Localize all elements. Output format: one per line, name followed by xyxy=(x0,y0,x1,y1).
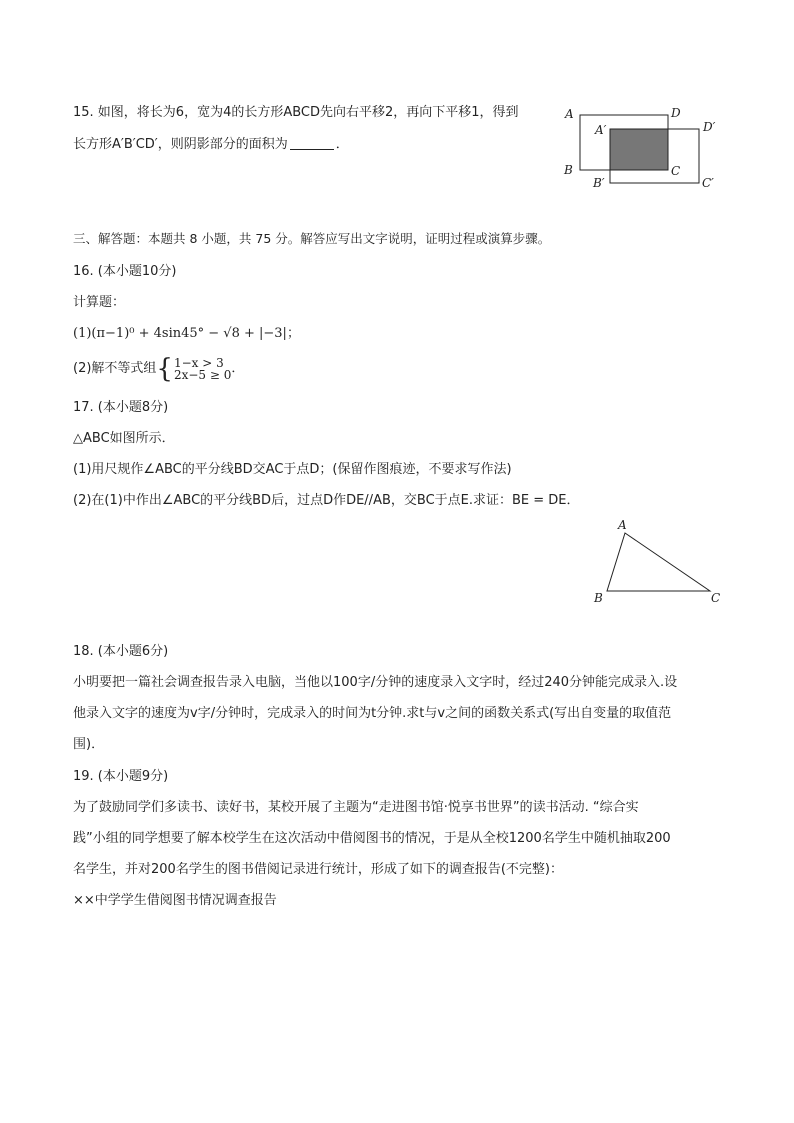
q17-triangle-figure xyxy=(590,516,726,608)
q15-line2 xyxy=(73,135,349,155)
q17-part2: (2)在(1)中作出∠ABC的平分线BD后，过点D作DE//AB，交BC于点E.求证：BE = DE． xyxy=(73,493,580,508)
answer-blank xyxy=(290,135,334,150)
q17-title: 17. (本小题8分) xyxy=(73,400,169,415)
label-C: C xyxy=(711,591,721,605)
inequality-system xyxy=(174,357,231,381)
label-A-prime: A′ xyxy=(595,123,607,137)
q16-intro: 计算题： xyxy=(73,295,126,310)
label-A: A xyxy=(618,518,627,532)
q16-title: 16. (本小题10分) xyxy=(73,264,177,279)
q16-part2-prefix: (2)解不等式组 xyxy=(73,361,157,376)
label-B-prime: B′ xyxy=(593,176,605,190)
q15-rectangle-figure xyxy=(560,104,730,196)
label-A: A xyxy=(565,107,574,121)
q15-line1: 15. 如图，将长为6，宽为4的长方形ABCD先向右平移2，再向下平移1，得到 xyxy=(73,105,519,120)
q17-part1: (1)用尺规作∠ABC的平分线BD交AC于点D；(保留作图痕迹，不要求写作法) xyxy=(73,462,512,477)
label-D: D xyxy=(671,106,681,120)
q19-title: 19. (本小题9分) xyxy=(73,769,169,784)
section-3-heading: 三、解答题：本题共 8 小题，共 75 分。解答应写出文字说明，证明过程或演算步骤。 xyxy=(73,231,551,246)
inequality-row-1: 1−x > 3 xyxy=(173,355,224,370)
q19-line2: 践”小组的同学想要了解本校学生在这次活动中借阅图书的情况，于是从全校1200名学生中随机抽取200 xyxy=(73,831,671,846)
q16-part2-suffix: ． xyxy=(231,361,245,376)
label-D-prime: D′ xyxy=(703,120,716,134)
q17-intro: △ABC如图所示． xyxy=(73,431,175,446)
q15-end: ． xyxy=(335,137,349,152)
inequality-row-2: 2x−5 ≥ 0 xyxy=(173,367,232,382)
label-C: C xyxy=(671,164,681,178)
shaded-overlap xyxy=(610,129,668,170)
q15-line2-text: 长方形A′B′CD′，则阴影部分的面积为 xyxy=(73,137,288,152)
q19-line3: 名学生，并对200名学生的图书借阅记录进行统计，形成了如下的调查报告(不完整)： xyxy=(73,862,563,877)
label-B: B xyxy=(564,163,573,177)
q18-line1: 小明要把一篇社会调查报告录入电脑，当他以100字/分钟的速度录入文字时，经过240分钟能完成录入.设 xyxy=(73,675,678,690)
q18-line3: 围)． xyxy=(73,737,105,752)
triangle-ABC xyxy=(607,533,710,591)
q19-report-title: ××中学学生借阅图书情况调查报告 xyxy=(73,893,277,908)
label-B: B xyxy=(594,591,603,605)
q19-line1: 为了鼓励同学们多读书、读好书，某校开展了主题为“走进图书馆·悦享书世界”的读书活动. “综合实 xyxy=(73,800,639,815)
system-brace: { xyxy=(156,353,173,384)
label-C-prime: C′ xyxy=(702,176,714,190)
q18-line2: 他录入文字的速度为v字/分钟时，完成录入的时间为t分钟.求t与v之间的函数关系式(写出自变量的取值范 xyxy=(73,706,672,721)
q18-title: 18. (本小题6分) xyxy=(73,644,169,659)
q16-part1: (1)(π−1)⁰ + 4sin45° − √8 + |−3|； xyxy=(73,326,300,341)
q16-part2 xyxy=(73,355,244,383)
